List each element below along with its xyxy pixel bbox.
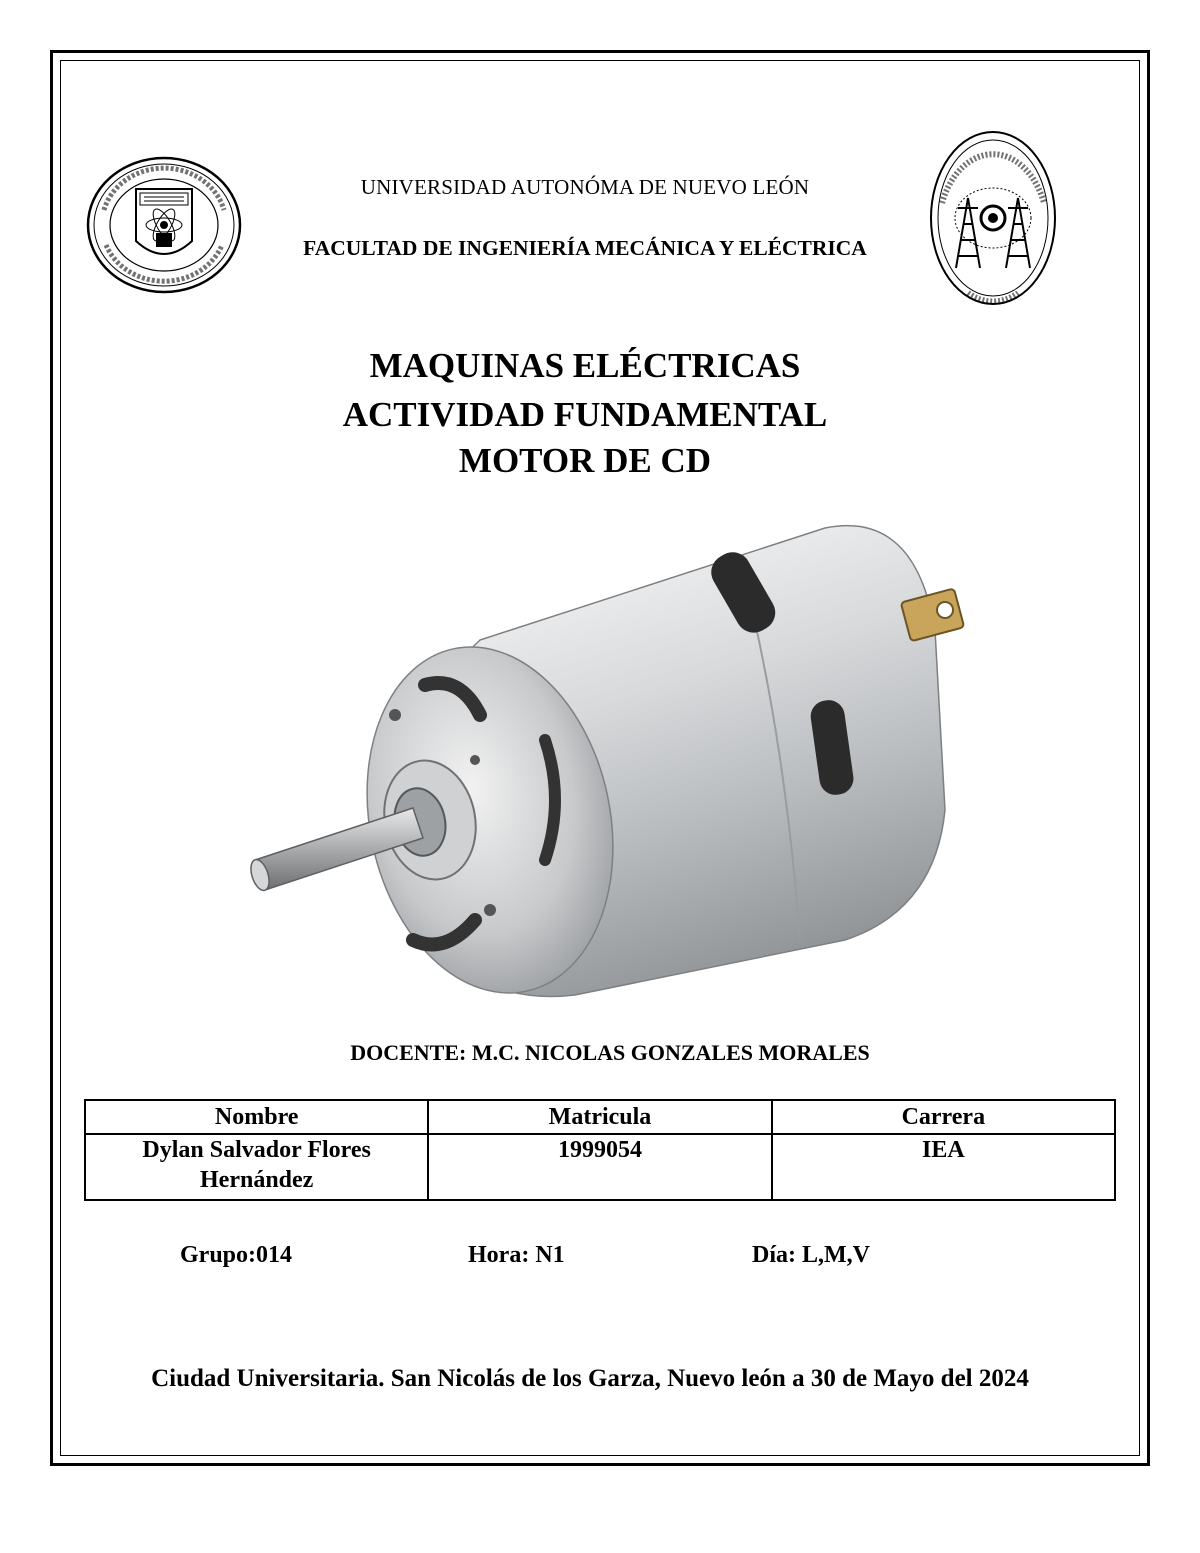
- fime-seal-icon: [928, 128, 1058, 308]
- dc-motor-photo: [245, 510, 965, 1010]
- days-label: Día: L,M,V: [752, 1242, 870, 1268]
- table-header-row: [85, 1100, 1115, 1134]
- cell-nombre: Dylan Salvador Flores Hernández: [85, 1134, 428, 1200]
- hour-label: Hora: N1: [468, 1242, 565, 1268]
- table-row: [85, 1134, 1115, 1200]
- title-line-2: ACTIVIDAD FUNDAMENTAL: [342, 395, 828, 434]
- instructor-name: DOCENTE: M.C. NICOLAS GONZALES MORALES: [350, 1040, 870, 1065]
- student-info-table: [84, 1099, 1116, 1201]
- group-label: Grupo:014: [180, 1242, 293, 1268]
- title-line-1: MAQUINAS ELÉCTRICAS: [369, 346, 801, 385]
- university-name: UNIVERSIDAD AUTONÓMA DE NUEVO LEÓN: [360, 175, 810, 199]
- place-and-date: Ciudad Universitaria. San Nicolás de los Garza, Nuevo león a 30 de Mayo del 2024: [151, 1365, 1029, 1392]
- uanl-seal-icon: [84, 155, 244, 295]
- cell-matricula: 1999054: [428, 1134, 771, 1200]
- column-header-matricula: Matricula: [428, 1100, 771, 1134]
- faculty-name: FACULTAD DE INGENIERÍA MECÁNICA Y ELÉCTRICA: [303, 236, 867, 260]
- cell-carrera: IEA: [772, 1134, 1115, 1200]
- column-header-carrera: Carrera: [772, 1100, 1115, 1134]
- title-line-3: MOTOR DE CD: [458, 441, 712, 480]
- column-header-nombre: Nombre: [85, 1100, 428, 1134]
